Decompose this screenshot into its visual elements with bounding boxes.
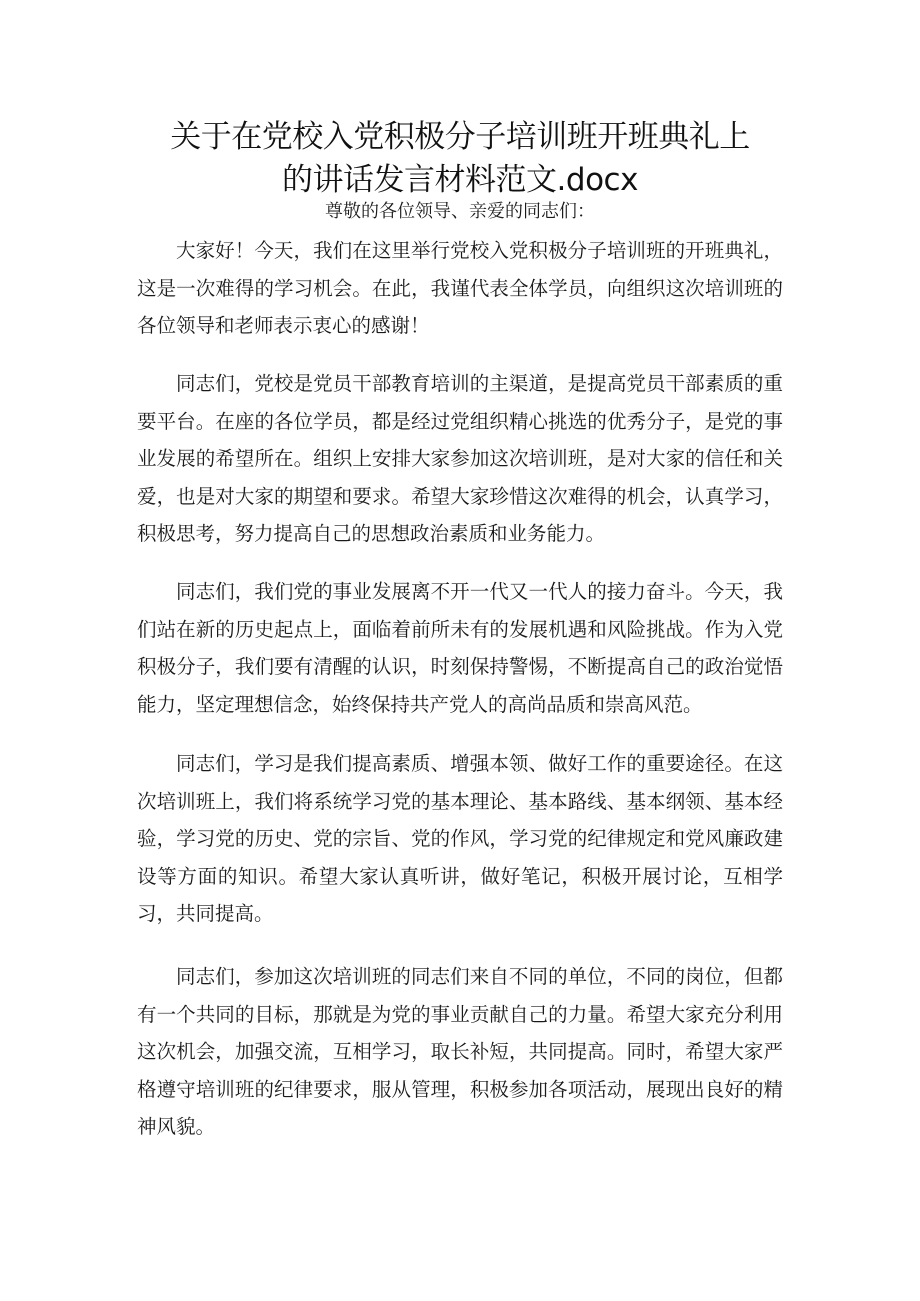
document-title-line-2: 的讲话发言材料范文.docx <box>282 162 638 198</box>
paragraph-5: 同志们，参加这次培训班的同志们来自不同的单位，不同的岗位，但都有一个共同的目标，那就是为党的事业贡献自己的力量。希望大家充分利用这次机会，加强交流，互相学习，取长补短，共同提高。同时，希望大家严格遵守培训班的纪律要求，服从管理，积极参加各项活动，展现出良好的精神风貌。 <box>137 965 783 1139</box>
salutation: 尊敬的各位领导、亲爱的同志们： <box>325 201 595 222</box>
paragraph-2: 同志们，党校是党员干部教育培训的主渠道，是提高党员干部素质的重要平台。在座的各位学员，都是经过党组织精心挑选的优秀分子，是党的事业发展的希望所在。组织上安排大家参加这次培训班，是对大家的信任和关爱，也是对大家的期望和要求。希望大家珍惜这次难得的机会，认真学习，积极思考，努力提高自己的思想政治素质和业务能力。 <box>137 372 783 546</box>
paragraph-4: 同志们，学习是我们提高素质、增强本领、做好工作的重要途径。在这次培训班上，我们将系统学习党的基本理论、基本路线、基本纲领、基本经验，学习党的历史、党的宗旨、党的作风，学习党的纪律规定和党风廉政建设等方面的知识。希望大家认真听讲，做好笔记，积极开展讨论，互相学习，共同提高。 <box>137 752 783 926</box>
paragraph-1: 大家好！今天，我们在这里举行党校入党积极分子培训班的开班典礼，这是一次难得的学习机会。在此，我谨代表全体学员，向组织这次培训班的各位领导和老师表示衷心的感谢！ <box>137 239 783 338</box>
document-title-line-1: 关于在党校入党积极分子培训班开班典礼上 <box>170 119 750 155</box>
paragraph-3: 同志们，我们党的事业发展离不开一代又一代人的接力奋斗。今天，我们站在新的历史起点上，面临着前所未有的发展机遇和风险挑战。作为入党积极分子，我们要有清醒的认识，时刻保持警惕，不断提高自己的政治觉悟能力，坚定理想信念，始终保持共产党人的高尚品质和崇高风范。 <box>137 580 783 716</box>
